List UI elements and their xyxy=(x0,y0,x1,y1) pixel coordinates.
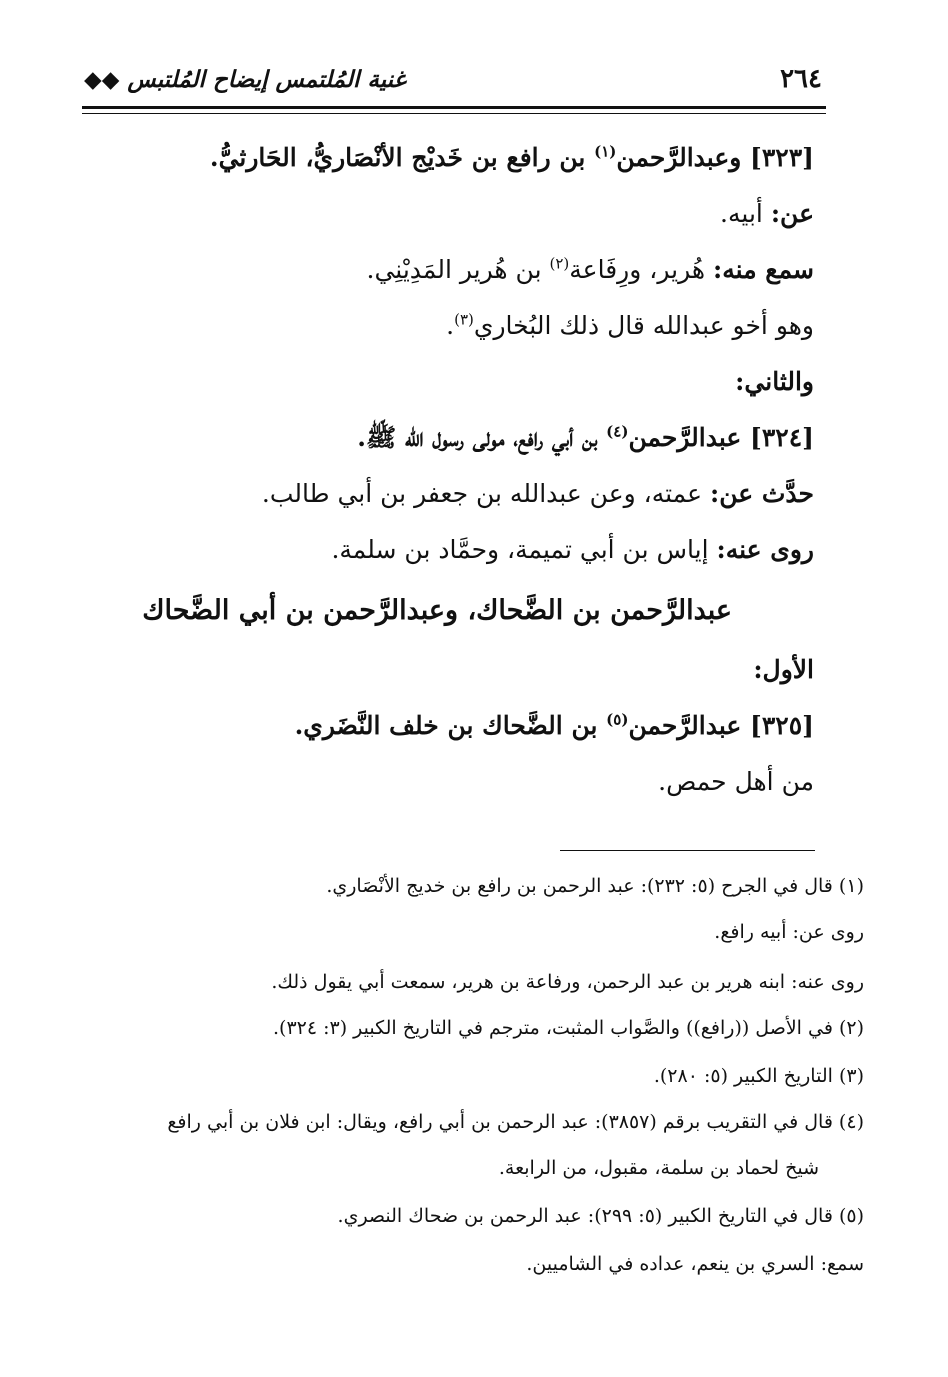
ahl-line: من أهل حمص. xyxy=(658,767,814,796)
entry-325-heading xyxy=(295,710,814,741)
footnote-ref-4: (٤) xyxy=(606,422,629,441)
footnote-ref-3: (٣) xyxy=(454,310,474,329)
entry-323-heading xyxy=(210,142,814,173)
haddath-label: حدَّث عن: xyxy=(710,479,814,508)
footnote-2: (٢) في الأصل ((رافع)) والصَّواب المثبت، مترجم في التاريخ الكبير (٣: ٣٢٤). xyxy=(272,1017,864,1039)
brother-text: وهو أخو عبدالله قال ذلك البُخاري xyxy=(473,311,814,340)
entry-324-rest: بن أبي رافع، مولى رسول الله ﷺ. xyxy=(357,423,598,452)
samia-value-b: بن هُرير المَدِيْنِي. xyxy=(366,255,542,284)
running-title: غنية المُلتمس إيضاح المُلتبس ◆◆ xyxy=(84,66,406,93)
footnote-ref-1: (١) xyxy=(594,142,617,161)
rawa-label: روى عنه: xyxy=(716,535,814,564)
entry-325-rest: بن الضَّحاك بن خلف النَّضَري. xyxy=(294,711,598,740)
brother-end: . xyxy=(446,311,455,340)
footnote-1-b: روى عن: أبيه رافع. xyxy=(714,921,864,943)
rawa-line xyxy=(331,534,814,565)
footnote-ref-2: (٢) xyxy=(549,254,570,273)
haddath-line xyxy=(262,478,814,509)
footnote-5: (٥) قال في التاريخ الكبير (٥: ٢٩٩): عبد الرحمن بن ضحاك النصري. xyxy=(337,1205,864,1227)
haddath-value: عمته، وعن عبدالله بن جعفر بن أبي طالب. xyxy=(261,479,703,508)
entry-323-title: [٣٢٣] وعبدالرَّحمن xyxy=(616,143,814,172)
footnote-3: (٣) التاريخ الكبير (٥: ٢٨٠). xyxy=(653,1065,864,1087)
footnote-4-b: شيخ لحماد بن سلمة، مقبول، من الرابعة. xyxy=(498,1157,819,1179)
page-number: ٢٦٤ xyxy=(780,64,822,94)
page-header xyxy=(84,62,822,102)
entry-323-rest: بن رافع بن خَديْج الأنْصَاريُّ، الحَارثيُّ. xyxy=(209,143,586,172)
footnote-5-b: سمع: السري بن ينعم، عداده في الشاميين. xyxy=(526,1253,864,1275)
an-line xyxy=(720,198,814,229)
footnote-ref-5: (٥) xyxy=(606,710,629,729)
section-heading: عبدالرَّحمن بن الضَّحاك، وعبدالرَّحمن بن أبي الضَّحاك xyxy=(142,595,732,626)
footnote-1-c: روى عنه: ابنه هرير بن عبد الرحمن، ورفاعة بن هرير، سمعت أبي يقول ذلك. xyxy=(271,971,864,993)
header-rule-thin xyxy=(82,113,826,114)
entry-325-title: [٣٢٥] عبدالرَّحمن xyxy=(628,711,814,740)
footnote-1: (١) قال في الجرح (٥: ٢٣٢): عبد الرحمن بن رافع بن خديج الأنْصَاري. xyxy=(326,875,864,897)
an-label: عن: xyxy=(770,199,814,228)
footnote-separator xyxy=(560,850,815,851)
samia-value-a: هُرير، ورِفَاعة xyxy=(569,255,706,284)
samia-label: سمع منه: xyxy=(713,255,814,284)
samia-line xyxy=(367,254,815,285)
header-rule-thick xyxy=(82,106,826,109)
entry-324-heading xyxy=(357,422,814,453)
entry-324-title: [٣٢٤] عبدالرَّحمن xyxy=(628,423,814,452)
an-value: أبيه. xyxy=(720,199,763,228)
brother-line xyxy=(446,310,814,341)
footnote-4: (٤) قال في التقريب برقم (٣٨٥٧): عبد الرحمن بن أبي رافع، ويقال: ابن فلان بن أبي رافع xyxy=(167,1111,864,1133)
first-label: الأول: xyxy=(753,655,814,684)
second-label: والثاني: xyxy=(735,367,814,396)
rawa-value: إياس بن أبي تميمة، وحمَّاد بن سلمة. xyxy=(331,535,709,564)
